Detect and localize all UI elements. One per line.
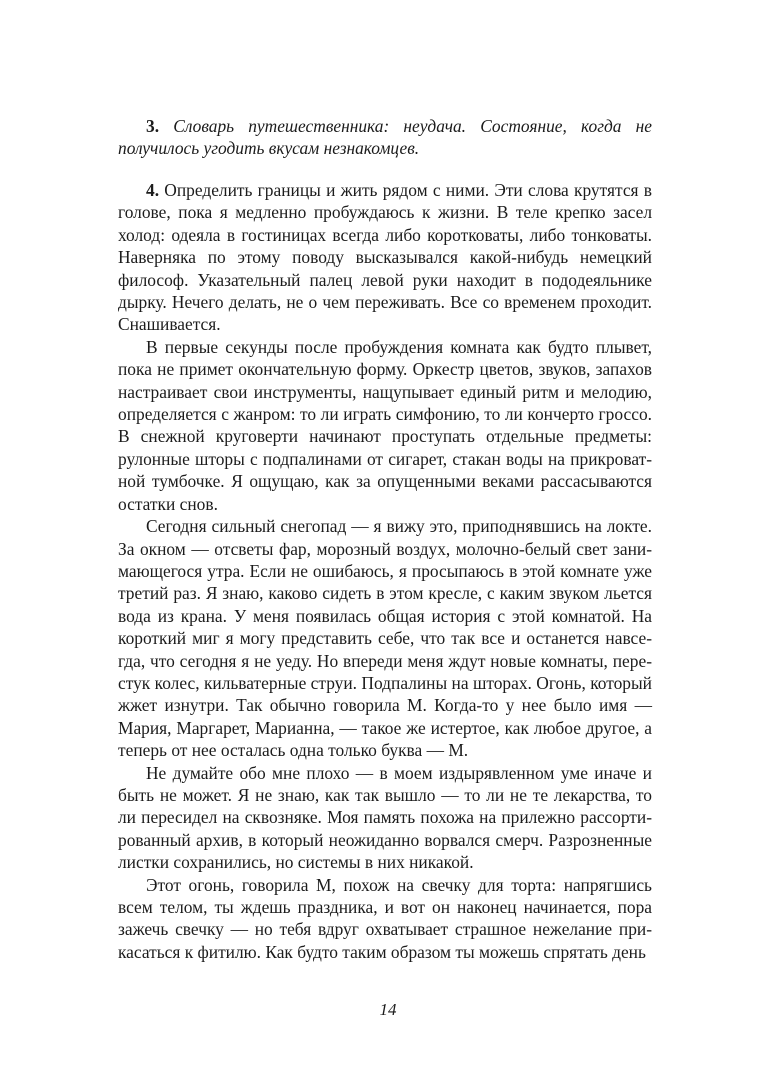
footnote-text: Словарь путешественника: неудача. Состояние, когда не получилось угодить вкусам незнакомцев. [118,116,652,159]
paragraph-text: Сегодня сильный снегопад — я вижу это, приподнявшись на локте. За окном — отсветы фар, морозный воздух, молочно-белый свет занимающегося утра. Если не ошибаюсь, я просыпаюсь в этой комнате уже третий раз. Я знаю, каково сидеть в этом кресле, с каким звуком льется вода из крана. У меня появилась общая история с этой комнатой. На короткий миг я могу представить себе, что так все и останется навсегда, что сегодня я не уеду. Но впереди меня ждут новые комнаты, перестук колес, кильватерные струи. Подпалины на шторах. Огонь, который жжет изнутри. Так обычно говорила М. Когда-то у нее было имя — Мария, Маргарет, Марианна, — такое же истертое, как любое другое, а теперь от нее осталась одна только буква — М. [118,516,652,761]
paragraph-fire [118,874,652,964]
paragraph-memory [118,762,652,874]
footnote-block [118,115,652,160]
page-number: 14 [379,1000,397,1019]
footnote-paragraph [118,115,652,160]
paragraph-text: Не думайте обо мне плохо — в моем издырявленном уме иначе и быть не может. Я не знаю, как так вышло — то ли не те лекарства, то ли пересидел на сквозняке. Моя память похожа на прилежно рассортированный архив, в который неожиданно ворвался смерч. Разрозненные листки сохранились, но системы в них никакой. [118,762,652,873]
footnote-number: 3. [146,116,160,136]
paragraph-4 [118,179,652,336]
paragraph-waking [118,336,652,515]
paragraph-number: 4. [146,180,160,200]
body-text [118,179,652,963]
paragraph-text: Этот огонь, говорила М, похож на свечку для торта: напрягшись всем телом, ты ждешь праздника, и вот он наконец начинается, пора зажечь свечку — но тебя вдруг охватывает страшное нежелание прикасаться к фитилю. Как будто таким образом ты можешь спрятать день [118,874,652,962]
paragraph-text: Определить границы и жить рядом с ними. Эти слова крутятся в голове, пока я медленно пробуждаюсь к жизни. В теле крепко засел холод: одеяла в гостиницах всегда либо коротковаты, либо тонковаты. Наверняка по этому поводу высказывался какой-нибудь немецкий философ. Указательный палец левой руки находит в пододеяльнике дырку. Нечего делать, не о чем переживать. Все со временем проходит. Снашивается. [118,180,652,335]
paragraph-text: В первые секунды после пробуждения комната как будто плывет, пока не примет окончательную форму. Оркестр цветов, звуков, запахов настраивает свои инструменты, нащупывает единый ритм и мелодию, определяется с жанром: то ли играть симфонию, то ли кончерто гроссо. В снежной круговерти начинают проступать отдельные предметы: рулонные шторы с подпалинами от сигарет, стакан воды на прикроватной тумбочке. Я ощущаю, как за опущенными веками рассасываются остатки снов. [118,336,652,514]
paragraph-snowfall [118,515,652,761]
